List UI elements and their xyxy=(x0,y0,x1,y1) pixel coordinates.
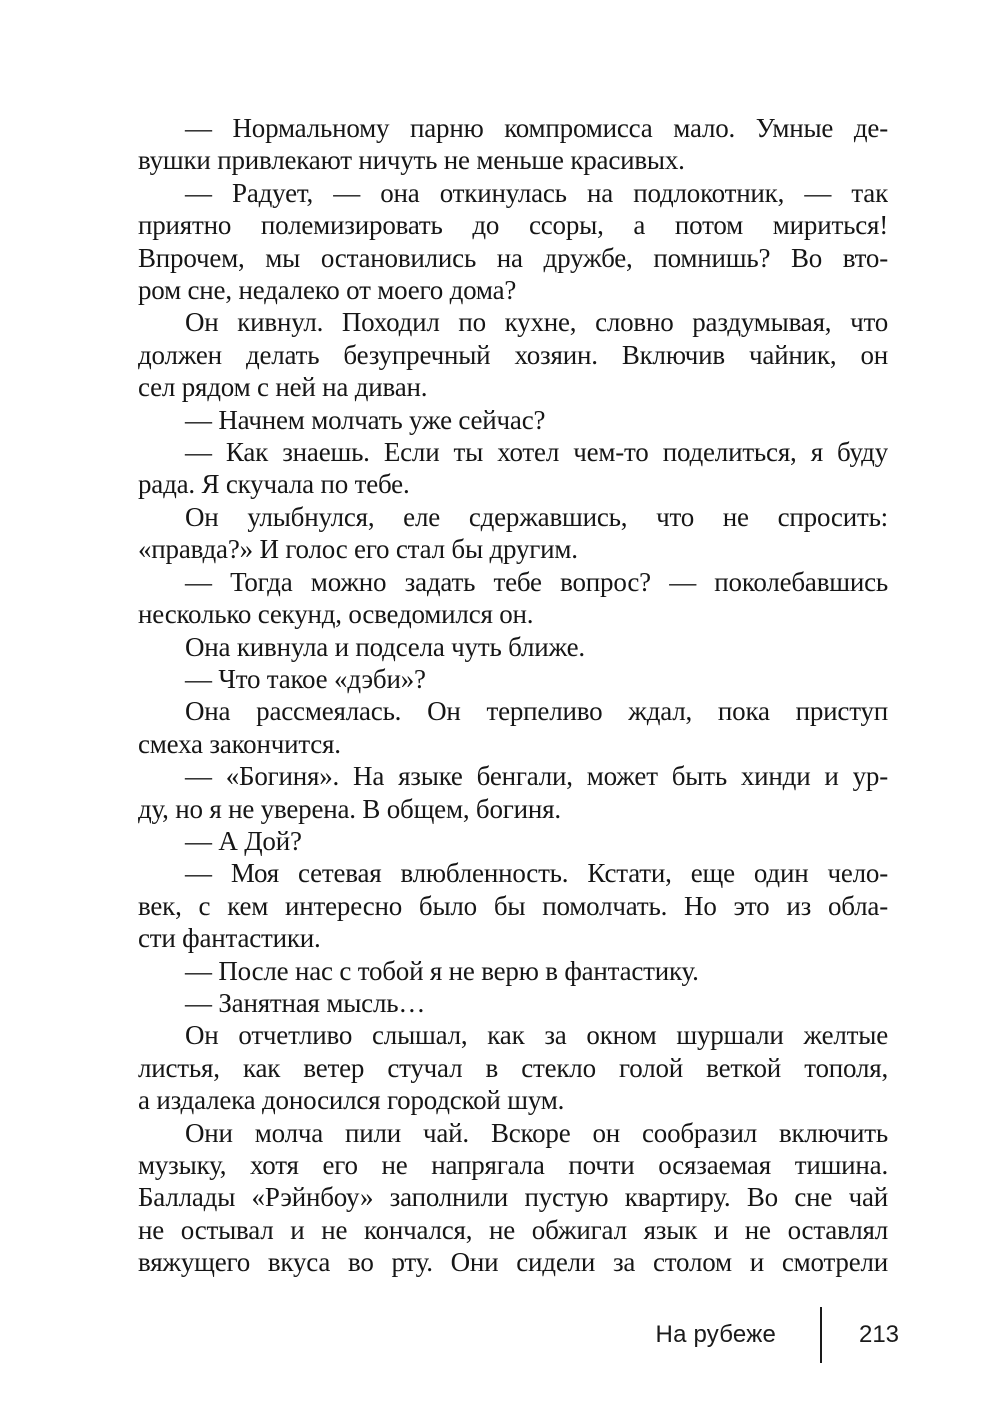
running-title: На рубеже xyxy=(655,1321,776,1348)
text-line: Она кивнула и подсела чуть ближе. xyxy=(185,631,585,662)
paragraph xyxy=(138,987,888,1019)
text-line: Они молча пили чай. Вскоре он сообразил включить xyxy=(185,1117,888,1148)
text-line: музыку, хотя его не напрягала почти осязаемая тишина. xyxy=(138,1150,888,1180)
text-line: Она рассмеялась. Он терпеливо ждал, пока приступ xyxy=(185,696,888,727)
text-line: — Моя сетевая влюбленность. Кстати, еще один чело- xyxy=(185,858,888,889)
text-line: Он улыбнулся, еле сдержавшись, что не спросить: xyxy=(185,501,888,532)
text-line: Впрочем, мы остановились на дружбе, помнишь? Во вто- xyxy=(138,242,888,273)
text-block xyxy=(138,112,888,1279)
text-line: «правда?» И голос его стал бы другим. xyxy=(138,534,578,565)
text-line: — Занятная мысль… xyxy=(185,987,426,1018)
text-line: — Что такое «дэби»? xyxy=(185,663,426,694)
text-line: приятно полемизировать до ссоры, а потом мириться! xyxy=(138,210,888,241)
paragraph xyxy=(138,501,888,566)
text-line: сти фантастики. xyxy=(138,923,321,954)
text-line: сел рядом с ней на диван. xyxy=(138,372,428,403)
text-line: — Как знаешь. Если ты хотел чем-то поделиться, я буду xyxy=(185,437,888,468)
page-number: 213 xyxy=(858,1321,900,1348)
paragraph xyxy=(138,825,888,857)
text-line: — Начнем молчать уже сейчас? xyxy=(185,404,546,435)
text-line: Баллады «Рэйнбоу» заполнили пустую квартиру. Во сне чай xyxy=(138,1182,888,1213)
page-footer xyxy=(656,1306,900,1364)
text-line: вяжущего вкуса во рту. Они сидели за столом и смотрели xyxy=(138,1247,888,1278)
paragraph xyxy=(138,177,888,307)
text-line: должен делать безупречный хозяин. Включив чайник, он xyxy=(138,339,888,370)
text-line: — Радует, — она откинулась на подлокотник, — так xyxy=(185,177,888,208)
paragraph xyxy=(138,566,888,631)
text-line: рада. Я скучала по тебе. xyxy=(138,469,410,500)
paragraph xyxy=(138,663,888,695)
paragraph xyxy=(138,760,888,825)
text-line: несколько секунд, осведомился он. xyxy=(138,599,534,630)
text-line: Он отчетливо слышал, как за окном шуршали желтые xyxy=(185,1020,888,1051)
paragraph xyxy=(138,404,888,436)
text-line: листья, как ветер стучал в стекло голой веткой тополя, xyxy=(138,1052,888,1083)
paragraph xyxy=(138,631,888,663)
text-line: век, с кем интересно было бы помолчать. Но это из обла- xyxy=(138,890,888,921)
footer-divider xyxy=(820,1307,822,1363)
text-line: — А Дой? xyxy=(185,825,302,856)
paragraph xyxy=(138,1019,888,1116)
text-line: ду, но я не уверена. В общем, богиня. xyxy=(138,793,561,824)
paragraph xyxy=(138,1117,888,1279)
text-line: а издалека доносился городской шум. xyxy=(138,1085,565,1116)
text-line: — После нас с тобой я не верю в фантастику. xyxy=(185,955,699,986)
paragraph xyxy=(138,695,888,760)
text-line: Он кивнул. Походил по кухне, словно раздумывая, что xyxy=(185,307,888,338)
paragraph xyxy=(138,955,888,987)
text-line: ром сне, недалеко от моего дома? xyxy=(138,275,517,306)
paragraph xyxy=(138,112,888,177)
paragraph xyxy=(138,306,888,403)
text-line: вушки привлекают ничуть не меньше красивых. xyxy=(138,145,685,176)
paragraph xyxy=(138,436,888,501)
text-line: смеха закончится. xyxy=(138,728,341,759)
paragraph xyxy=(138,857,888,954)
text-line: — «Богиня». На языке бенгали, может быть хинди и ур- xyxy=(185,761,888,792)
text-line: — Нормальному парню компромисса мало. Умные де- xyxy=(185,113,888,143)
text-line: не остывал и не кончался, не обжигал язык и не оставлял xyxy=(138,1214,888,1245)
text-line: — Тогда можно задать тебе вопрос? — поколебавшись xyxy=(185,566,888,597)
